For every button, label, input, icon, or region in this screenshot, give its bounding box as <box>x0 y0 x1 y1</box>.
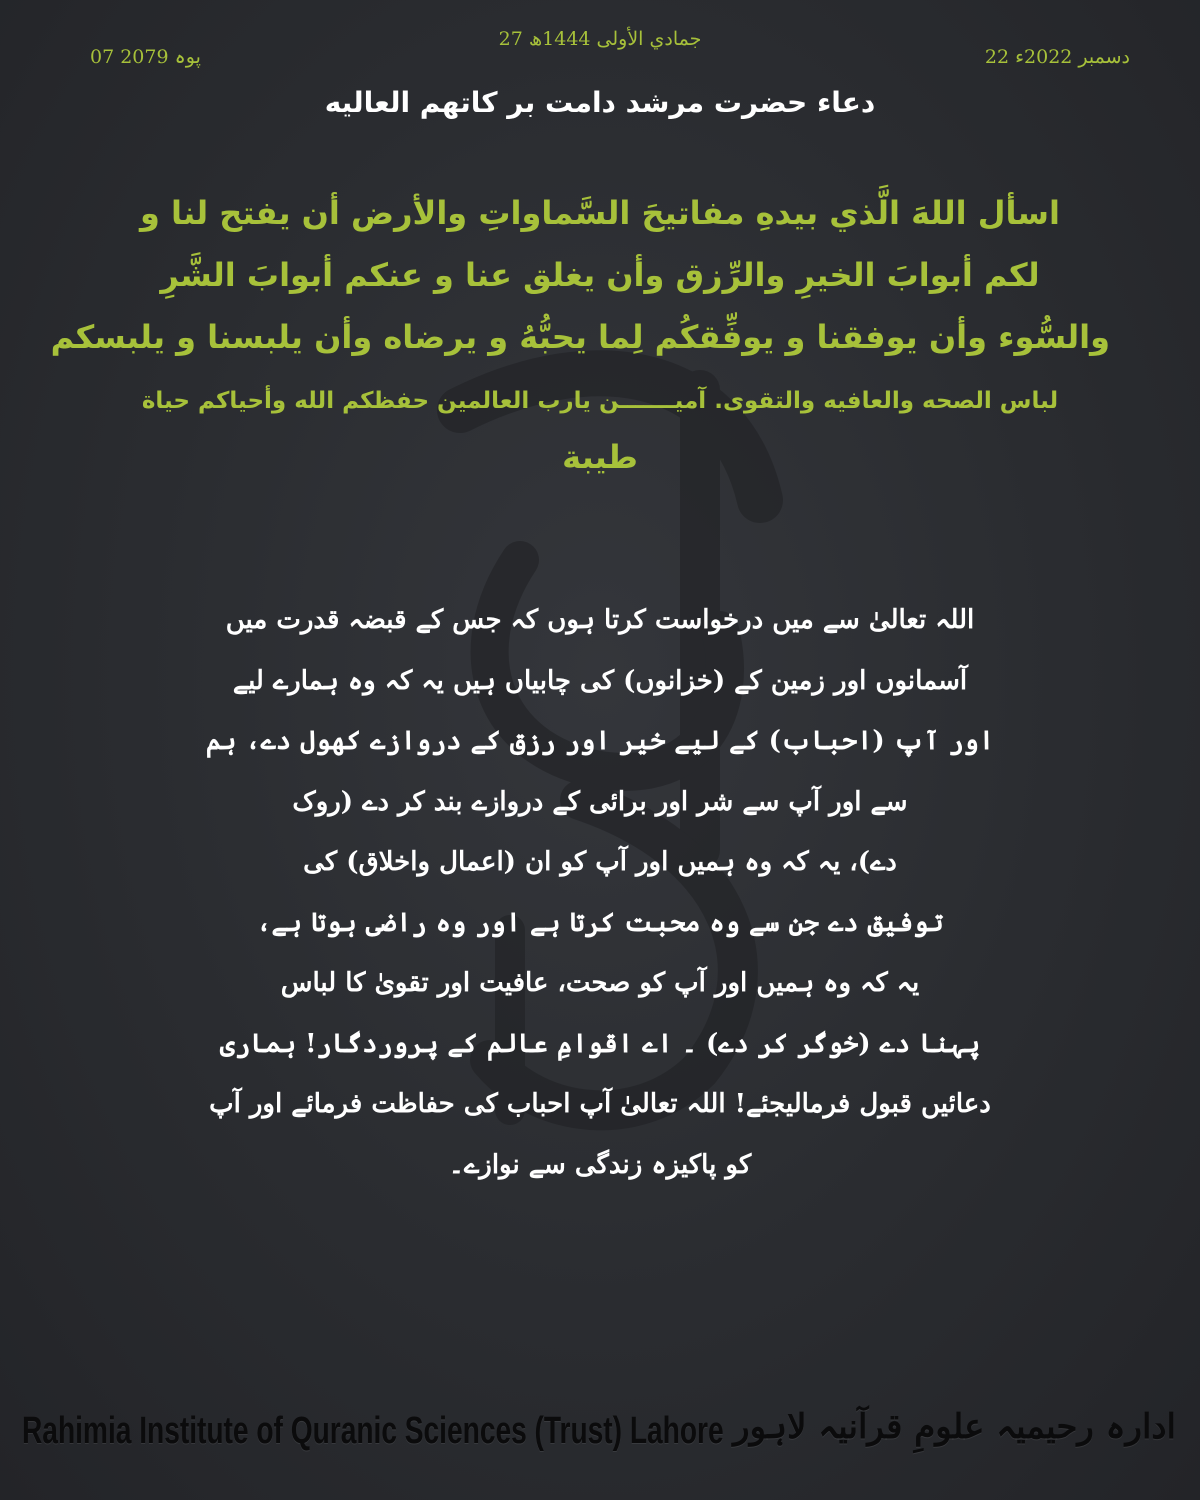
urdu-line: کو پاکیزہ زندگی سے نوازے۔ <box>448 1149 752 1180</box>
institute-name-urdu: ادارہ رحیمیہ علومِ قرآنیہ لاہور <box>733 1407 1176 1447</box>
arabic-prayer <box>50 182 1110 488</box>
bikrami-date: 07 پوہ 2079 <box>90 46 201 68</box>
urdu-line: پہنا دے (خوگر کر دے) ۔ اے اقوامِ عالم کے پروردگار! ہماری <box>219 1028 981 1059</box>
arabic-line: طيبة <box>562 438 638 476</box>
urdu-line: سے اور آپ سے شر اور برائی کے دروازے بند کر دے (روک <box>292 786 908 817</box>
institute-name-english: Rahimia Institute of Quranic Sciences (Trust) Lahore <box>22 1410 724 1452</box>
arabic-line: والسُّوء وأن يوفقنا و يوفِّقكُم لِما يحبُّهُ و يرضاه وأن يلبسنا و يلبسكم <box>50 318 1110 356</box>
gregorian-date: 22 دسمبر 2022ء <box>984 46 1130 68</box>
date-header <box>0 22 1200 82</box>
hijri-date: 27 جمادي الأولى 1444ھ <box>498 28 702 50</box>
urdu-line: اور آپ (احباب) کے لیے خیر اور رزق کے دروازے کھول دے، ہم <box>205 726 995 756</box>
urdu-translation <box>170 590 1030 1195</box>
prayer-heading: دعاء حضرت مرشد دامت بر کاتهم العالیه <box>324 86 876 119</box>
footer <box>0 1400 1200 1500</box>
arabic-line: لباس الصحه والعافيه والتقوى. آميـــــــن يارب العالمين حفظكم الله وأحياكم حياة <box>141 388 1059 414</box>
urdu-line: یہ کہ وہ ہمیں اور آپ کو صحت، عافیت اور تقویٰ کا لباس <box>280 968 920 998</box>
arabic-line: اسأل اللهَ الَّذي بيدهِ مفاتيحَ السَّماواتِ والأرض أن يفتح لنا و <box>140 194 1060 232</box>
urdu-line: دے)، یہ کہ وہ ہمیں اور آپ کو ان (اعمال واخلاق) کی <box>303 847 897 877</box>
urdu-line: توفیق دے جن سے وہ محبت کرتا ہے اور وہ راضی ہوتا ہے، <box>256 907 944 938</box>
urdu-line: آسمانوں اور زمین کے (خزانوں) کی چابیاں ہیں یہ کہ وہ ہمارے لیے <box>232 665 968 696</box>
urdu-line: اللہ تعالیٰ سے میں درخواست کرتا ہوں کہ جس کے قبضہ قدرت میں <box>225 605 975 635</box>
urdu-line: دعائیں قبول فرمالیجئے! اللہ تعالیٰ آپ احباب کی حفاظت فرمائے اور آپ <box>209 1089 991 1119</box>
arabic-line: لكم أبوابَ الخيرِ والرِّزق وأن يغلق عنا و عنكم أبوابَ الشَّرِ <box>160 256 1040 294</box>
